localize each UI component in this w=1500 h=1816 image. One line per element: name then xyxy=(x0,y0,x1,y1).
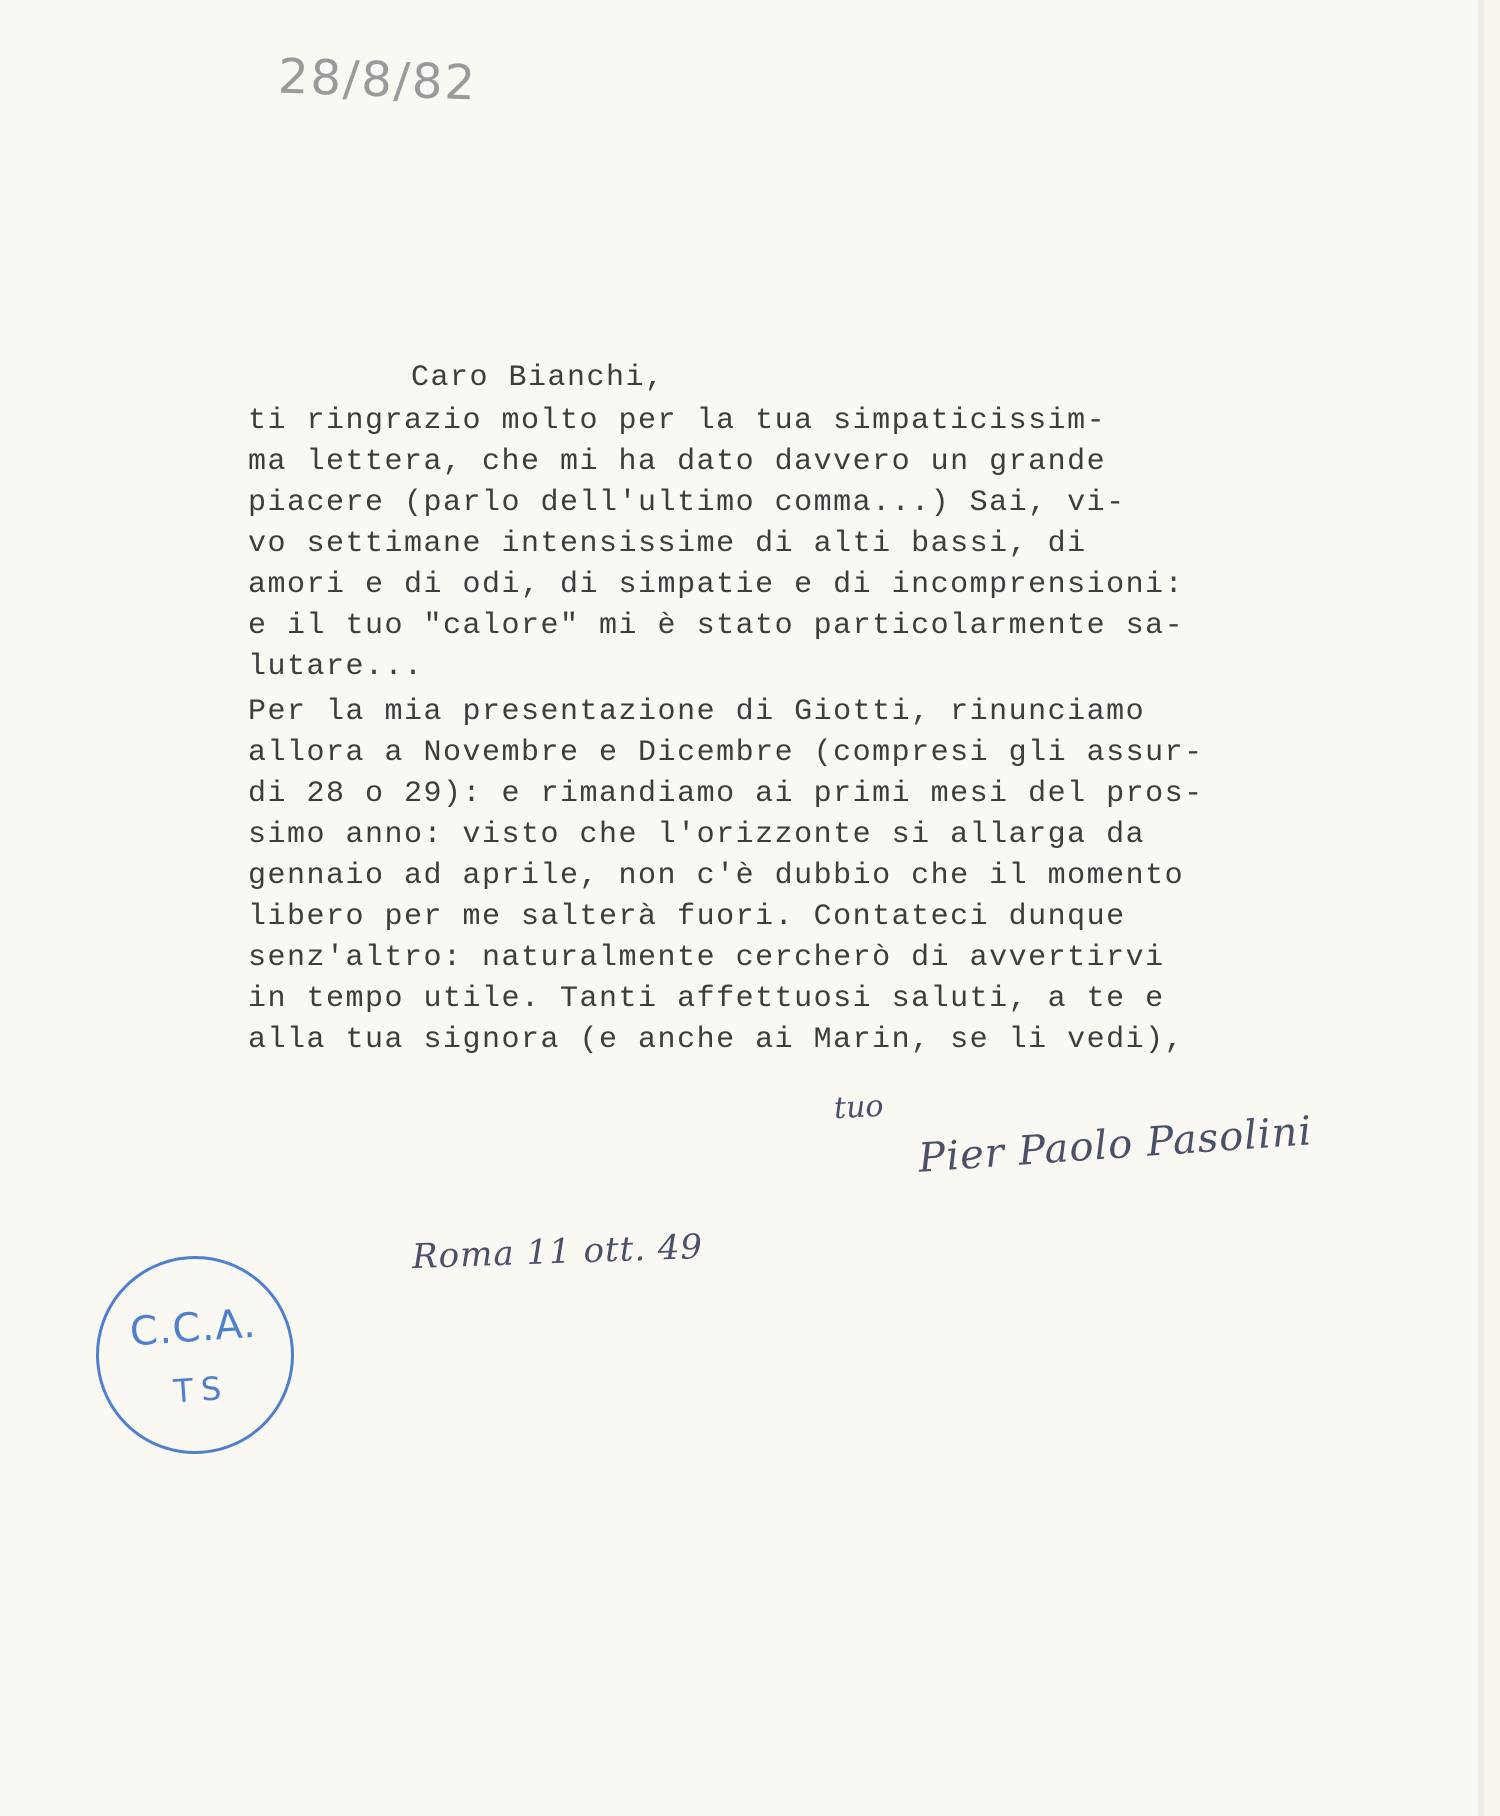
archive-number: 28/8/82 xyxy=(277,48,478,112)
letter-body xyxy=(248,358,1378,1061)
letter-line: amori e di odi, di simpatie e di incomprensioni: xyxy=(248,568,1185,602)
stamp-line-1: C.C.A. xyxy=(128,1300,258,1356)
letter-line: gennaio ad aprile, non c'è dubbio che il momento xyxy=(248,859,1185,893)
letter-line: senz'altro: naturalmente cercherò di avvertirvi xyxy=(248,941,1165,975)
letter-line: simo anno: visto che l'orizzonte si allarga da xyxy=(248,818,1146,852)
letter-line: piacere (parlo dell'ultimo comma...) Sai, vi- xyxy=(248,486,1126,520)
letter-line: libero per me salterà fuori. Contateci dunque xyxy=(248,900,1126,934)
signature: Pier Paolo Pasolini xyxy=(916,1108,1314,1182)
stamp-line-2: TS xyxy=(172,1368,231,1411)
letter-line: in tempo utile. Tanti affettuosi saluti, a te e xyxy=(248,982,1165,1016)
letter-line: ti ringrazio molto per la tua simpaticissim- xyxy=(248,404,1107,438)
closing-word: tuo xyxy=(833,1088,885,1127)
archive-stamp xyxy=(89,1249,300,1460)
letter-line: lutare... xyxy=(248,650,424,684)
letter-line: alla tua signora (e anche ai Marin, se li vedi), xyxy=(248,1023,1185,1057)
letter-line: allora a Novembre e Dicembre (compresi gli assur- xyxy=(248,736,1204,770)
letter-line: Per la mia presentazione di Giotti, rinunciamo xyxy=(248,695,1146,729)
letter-line: e il tuo "calore" mi è stato particolarmente sa- xyxy=(248,609,1185,643)
letter-line: ma lettera, che mi ha dato davvero un grande xyxy=(248,445,1107,479)
letter-line: vo settimane intensissime di alti bassi, di xyxy=(248,527,1087,561)
place-date: Roma 11 ott. 49 xyxy=(411,1226,704,1278)
letter-line: di 28 o 29): e rimandiamo ai primi mesi del pros- xyxy=(248,777,1204,811)
letter-greeting: Caro Bianchi, xyxy=(411,361,665,395)
